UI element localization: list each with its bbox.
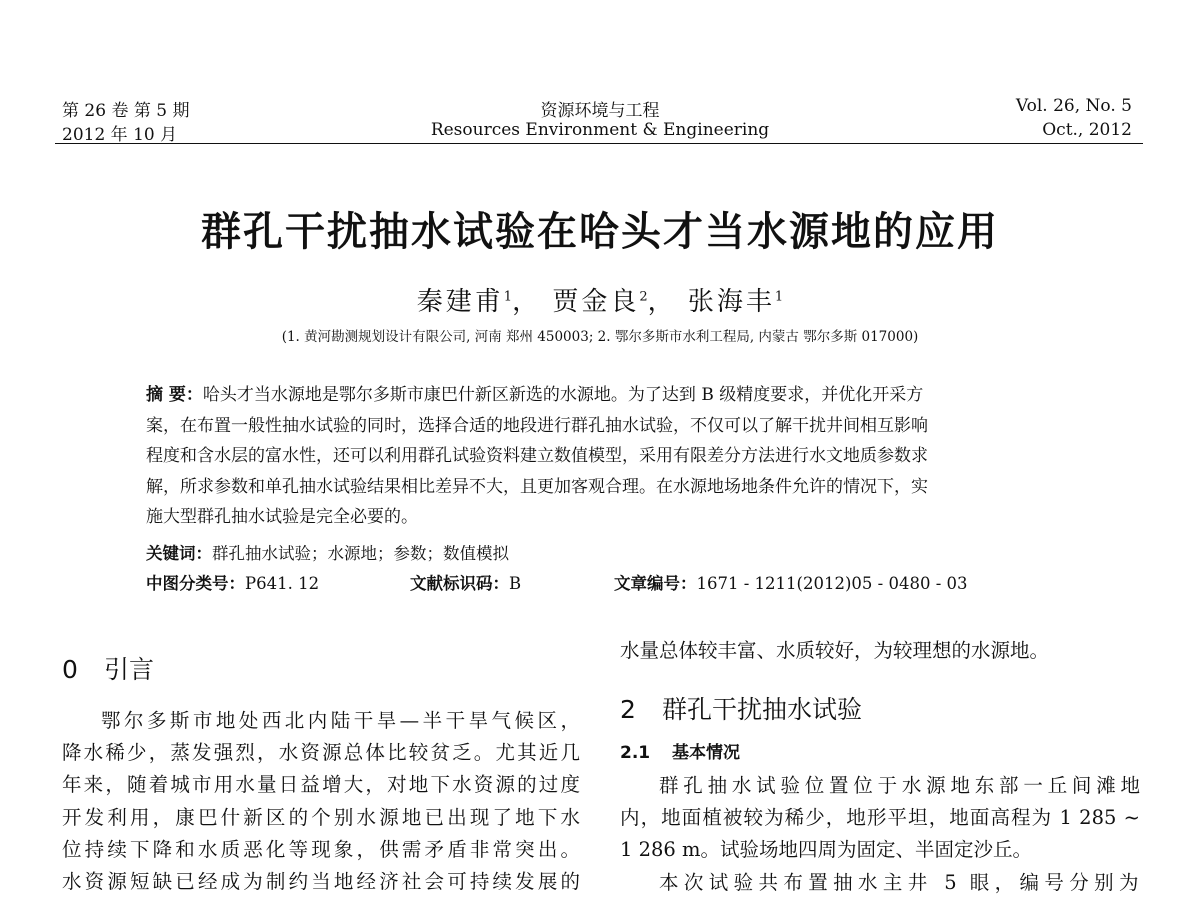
author-list: 秦建甫$^1$， 贾金良$^2$， 张海丰$^1$ [416, 287, 784, 317]
abstract-line: 摘 要：哈头才当水源地是鄂尔多斯市康巴什新区新选的水源地。为了达到 B 级精度要求，并优化开采方 [146, 385, 924, 405]
header-rule [55, 143, 1143, 144]
section-heading-2: 2 群孔干扰抽水试验 [620, 695, 863, 724]
affiliations: (1. 黄河勘测规划设计有限公司, 河南 郑州 450003; 2. 鄂尔多斯市水利工程局, 内蒙古 鄂尔多斯 017000) [281, 329, 919, 345]
abstract-line: 施大型群孔抽水试验是完全必要的。 [146, 507, 418, 527]
author-name: 贾金良 [552, 287, 640, 317]
keywords-value: 群孔抽水试验；水源地；参数；数值模拟 [212, 544, 509, 563]
body-line: 鄂尔多斯市地处西北内陆干旱—半干旱气候区， [101, 709, 580, 732]
document-code: 文献标识码：B [410, 574, 522, 593]
section-heading-intro: 0 引言 [62, 655, 155, 684]
date-cn: 2012 年 10 月 [62, 125, 178, 145]
affiliation-mark: 2 [639, 289, 648, 305]
abstract-label: 摘 要： [146, 385, 203, 405]
affiliation-mark: 1 [503, 289, 513, 305]
body-line: 本次试验共布置抽水主井 5 眼，编号分别为 [659, 870, 1140, 894]
body-line: 水量总体较丰富、水质较好，为较理想的水源地。 [620, 639, 1050, 662]
abstract-line: 解，所求参数和单孔抽水试验结果相比差异不大，且更加客观合理。在水源地场地条件允许的情况下，实 [146, 476, 928, 497]
journal-name-cn: 资源环境与工程 [540, 101, 660, 121]
subsection-heading-2-1: 2.1 基本情况 [620, 743, 740, 763]
journal-name-en: Resources Environment & Engineering [430, 120, 770, 140]
keywords [146, 540, 509, 564]
body-line: 降水稀少，蒸发强烈，水资源总体比较贫乏。尤其近几 [62, 741, 580, 765]
body-line: 内，地面植被较为稀少，地形平坦，地面高程为 1 285 ~ [620, 806, 1140, 830]
body-line: 1 286 m。试验场地四周为固定、半固定沙丘。 [620, 838, 1033, 862]
affiliation-mark: 1 [774, 289, 784, 305]
volume-issue-en: Vol. 26, No. 5 [1015, 96, 1132, 116]
abstract-line: 程度和含水层的富水性，还可以利用群孔试验资料建立数值模型，采用有限差分方法进行水文地质参数求 [146, 446, 928, 466]
keywords-label: 关键词： [146, 544, 212, 563]
abstract-line: 案，在布置一般性抽水试验的同时，选择合适的地段进行群孔抽水试验，不仅可以了解干扰井间相互影响 [146, 415, 928, 436]
body-line: 年来，随着城市用水量日益增大，对地下水资源的过度 [62, 773, 580, 797]
volume-issue-cn: 第 26 卷 第 5 期 [62, 101, 190, 121]
section-2-paragraph [620, 770, 1140, 899]
right-top-text [620, 635, 1140, 667]
body-line: 群孔抽水试验位置位于水源地东部一丘间滩地 [659, 774, 1140, 797]
date-en: Oct., 2012 [1042, 120, 1132, 140]
paper-title: 群孔干扰抽水试验在哈头才当水源地的应用 [201, 209, 999, 255]
body-line: 位持续下降和水质恶化等现象，供需矛盾非常突出。 [62, 837, 580, 861]
article-number: 文章编号：1671 - 1211(2012)05 - 0480 - 03 [614, 574, 968, 593]
author-name: 张海丰 [687, 287, 775, 317]
abstract [146, 380, 1051, 533]
clc-number: 中图分类号：P641. 12 [146, 574, 320, 593]
author-name: 秦建甫 [416, 287, 504, 317]
body-line: 水资源短缺已经成为制约当地经济社会可持续发展的 [62, 870, 580, 894]
body-line: 开发利用，康巴什新区的个别水源地已出现了地下水 [62, 805, 580, 829]
intro-paragraph [62, 705, 580, 898]
